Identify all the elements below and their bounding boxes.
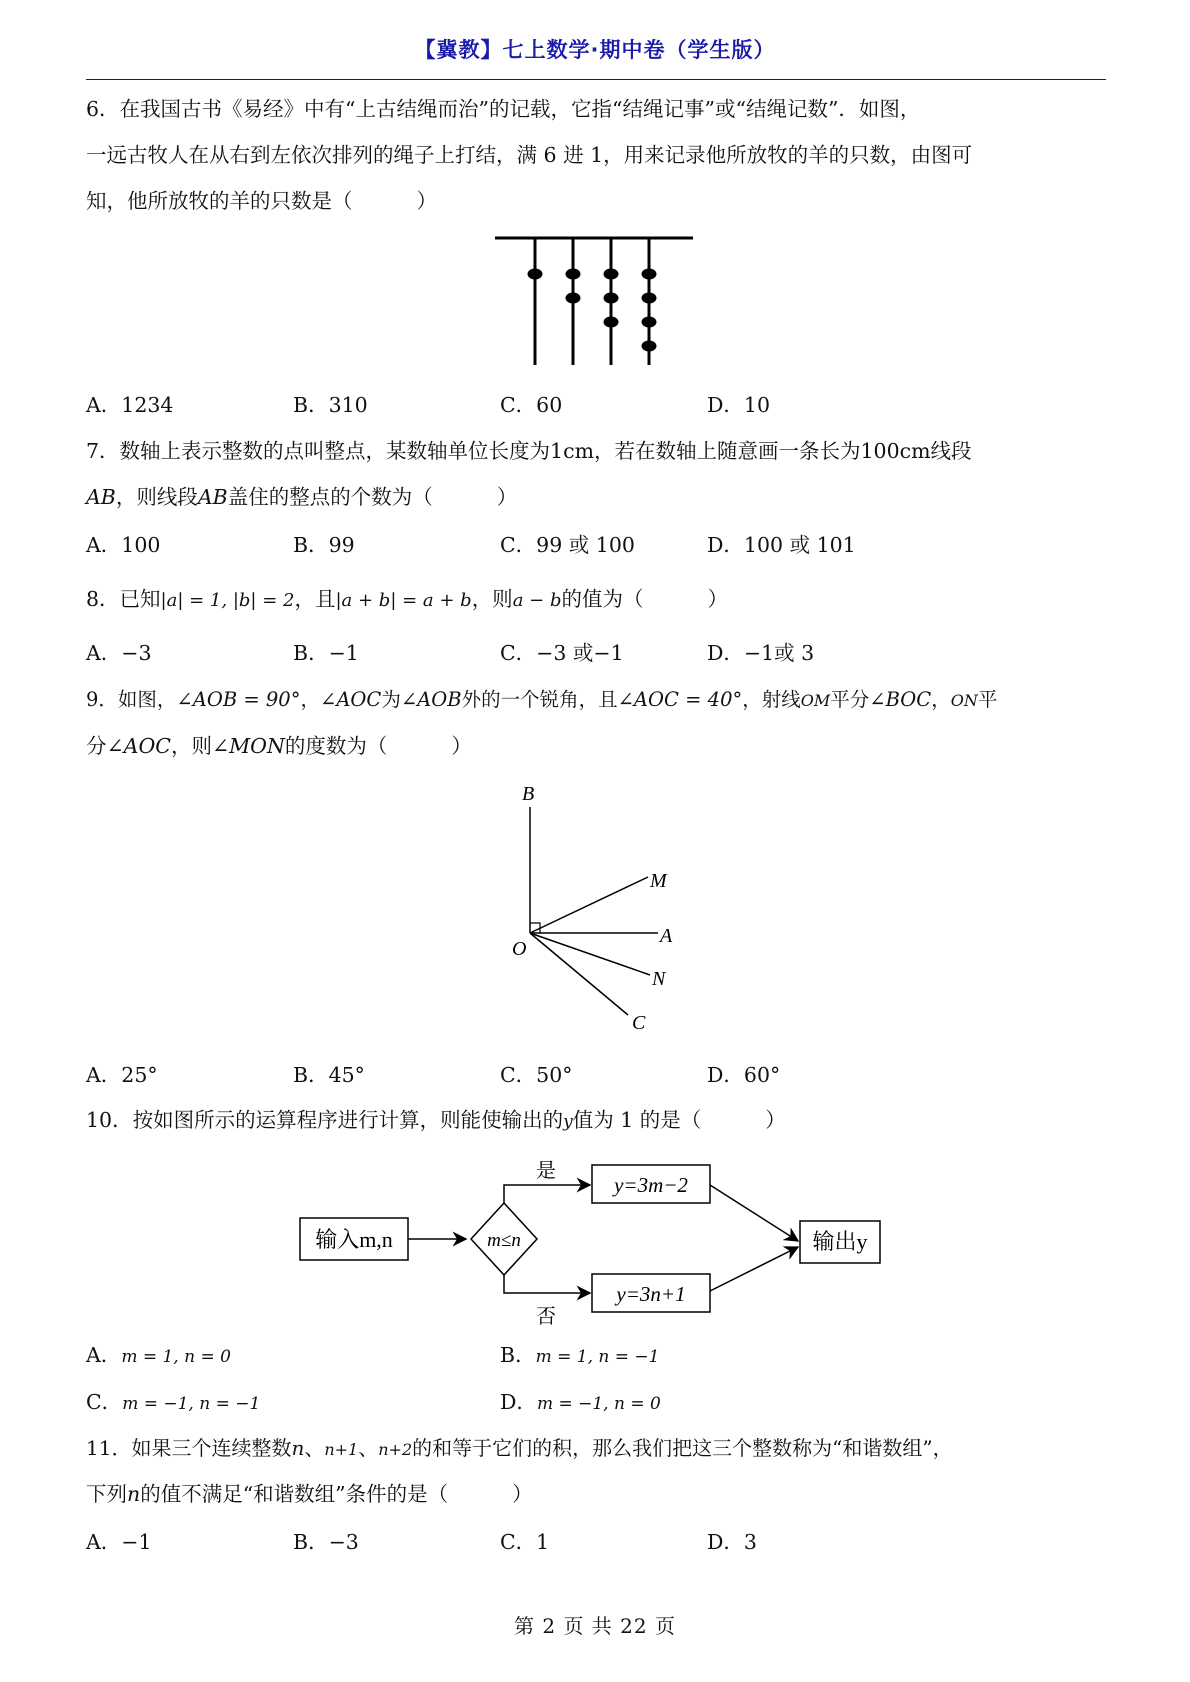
page-header-title: 【冀教】七上数学·期中卷（学生版）	[414, 38, 776, 62]
q6-option-a[interactable]: A．1234	[86, 393, 174, 417]
q9-text: ，	[931, 688, 951, 711]
ray-on	[530, 933, 650, 975]
label-c: C	[632, 1012, 646, 1034]
ray-om: OM	[800, 691, 831, 710]
q9-text: 外的一个锐角，且	[461, 688, 618, 711]
q9-text: 为	[381, 688, 401, 711]
q9-option-b[interactable]: B．45°	[293, 1063, 365, 1087]
q9-text: 平	[977, 688, 998, 711]
arrow-no-to-output	[710, 1247, 798, 1291]
q10-text: 10．按如图所示的运算程序进行计算，则能使输出的	[86, 1108, 564, 1132]
q11-line-2	[86, 1482, 533, 1506]
q8-option-d[interactable]: D．−1或 3	[707, 641, 815, 665]
yes-label: 是	[536, 1160, 556, 1182]
angle-aob: ∠AOB	[400, 688, 462, 711]
q11-option-d[interactable]: D．3	[707, 1530, 757, 1554]
q7-text: ，则线段	[115, 485, 198, 509]
no-label: 否	[536, 1306, 556, 1328]
q11-text: 11．如果三个连续整数	[86, 1436, 292, 1460]
input-label: 输入m,n	[315, 1227, 393, 1252]
option-letter: A．	[86, 1343, 122, 1367]
q10-option-d[interactable]	[500, 1390, 661, 1416]
knot	[642, 317, 657, 328]
q10-option-c[interactable]	[86, 1390, 260, 1416]
q6-line-3	[86, 189, 437, 213]
angle-boc: ∠BOC	[869, 688, 932, 711]
q9-text: ，射线	[742, 688, 801, 711]
angle-aoc-value: ∠AOC = 40°	[617, 688, 743, 711]
q8-text: ，则	[471, 587, 513, 611]
knot	[566, 293, 581, 304]
q10-text: 值为 1 的是（	[572, 1108, 702, 1132]
q9-line-2	[86, 734, 472, 758]
no-path	[504, 1275, 590, 1293]
q6-knot-rope-figure	[490, 230, 700, 370]
close-paren: ）	[707, 587, 728, 611]
q6-stem-end: 知，他所放牧的羊的只数是（	[86, 189, 353, 213]
knot	[642, 341, 657, 352]
knot	[642, 293, 657, 304]
q8-option-a[interactable]: A．−3	[86, 641, 152, 665]
decision-label: m≤n	[487, 1230, 521, 1251]
q6-line-1: 6．在我国古书《易经》中有“上古结绳而治”的记载，它指“结绳记事”或“结绳记数”．如图，	[86, 97, 921, 121]
q7-line-2	[86, 485, 517, 509]
expr-n-plus-1: n+1	[324, 1440, 359, 1459]
close-paren: ）	[451, 734, 472, 758]
q9-angle-figure	[500, 775, 710, 1035]
yes-formula: y=3m−2	[614, 1173, 688, 1197]
q9-text: 分	[86, 734, 107, 758]
angle-aoc: ∠AOC	[106, 734, 171, 758]
q11-option-c[interactable]: C．1	[500, 1530, 550, 1554]
q10-stem	[86, 1108, 786, 1134]
segment-ab: AB	[197, 485, 228, 509]
q11-option-b[interactable]: B．−3	[293, 1530, 359, 1554]
option-expr: m = 1, n = −1	[535, 1347, 660, 1367]
q11-line-1	[86, 1436, 953, 1462]
expr-n-plus-2: n+2	[378, 1440, 413, 1459]
q7-option-d[interactable]: D．100 或 101	[707, 533, 856, 557]
q11-text: 、	[304, 1436, 325, 1460]
option-letter: C．	[86, 1390, 123, 1414]
ray-om	[530, 877, 648, 933]
label-a: A	[660, 925, 673, 947]
q8-expr-sum: |a + b| = a + b	[335, 590, 472, 611]
var-n: n	[127, 1482, 141, 1506]
q8-option-c[interactable]: C．−3 或−1	[500, 641, 624, 665]
q9-option-d[interactable]: D．60°	[707, 1063, 781, 1087]
segment-ab: AB	[86, 485, 116, 509]
arrow-yes-to-output	[710, 1185, 798, 1241]
knot	[604, 269, 619, 280]
close-paren: ）	[765, 1108, 786, 1132]
q10-option-a[interactable]	[86, 1343, 231, 1369]
option-expr: m = −1, n = 0	[536, 1394, 661, 1414]
q8-text: 的值为（	[561, 587, 644, 611]
q9-text: 的度数为（	[284, 734, 388, 758]
ray-oc	[530, 933, 628, 1015]
q9-text: ，	[300, 688, 320, 711]
q9-text: 平分	[830, 688, 870, 711]
knot	[604, 293, 619, 304]
q6-option-d[interactable]: D．10	[707, 393, 771, 417]
q7-option-b[interactable]: B．99	[293, 533, 355, 557]
no-formula: y=3n+1	[616, 1282, 686, 1306]
knot	[528, 269, 543, 280]
option-expr: m = 1, n = 0	[121, 1347, 231, 1367]
var-n: n	[291, 1436, 305, 1460]
angle-aoc: ∠AOC	[319, 688, 382, 711]
q8-text: ，且	[294, 587, 336, 611]
knot	[566, 269, 581, 280]
header-divider	[86, 79, 1106, 80]
label-n: N	[652, 968, 666, 990]
q11-text: 的值不满足“和谐数组”条件的是（	[140, 1482, 449, 1506]
q11-option-a[interactable]: A．−1	[86, 1530, 152, 1554]
q7-line-1: 7．数轴上表示整数的点叫整点，某数轴单位长度为1cm，若在数轴上随意画一条长为100cm线段	[86, 439, 972, 463]
q7-option-a[interactable]: A．100	[86, 533, 161, 557]
q10-flowchart	[290, 1155, 900, 1330]
output-label: 输出y	[812, 1229, 868, 1254]
q9-text: 9．如图，	[86, 688, 177, 711]
knot	[642, 269, 657, 280]
option-expr: m = −1, n = −1	[122, 1394, 261, 1414]
ray-on: ON	[950, 691, 978, 710]
q11-text: 、	[358, 1436, 379, 1460]
q8-expr-diff: a − b	[512, 590, 562, 611]
q9-text: ，则	[170, 734, 212, 758]
q9-line-1	[86, 688, 997, 713]
angle-mon: ∠MON	[211, 734, 285, 758]
q11-text: 的和等于它们的积，那么我们把这三个整数称为“和谐数组”，	[412, 1436, 953, 1460]
q7-text: 盖住的整点的个数为（	[227, 485, 433, 509]
option-letter: D．	[500, 1390, 537, 1414]
q10-option-b[interactable]	[500, 1343, 659, 1369]
close-paren: ）	[416, 189, 437, 213]
q7-option-c[interactable]: C．99 或 100	[500, 533, 635, 557]
q6-line-2: 一远古牧人在从右到左依次排列的绳子上打结，满 6 进 1，用来记录他所放牧的羊的只数，由图可	[86, 143, 973, 167]
close-paren: ）	[512, 1482, 533, 1506]
q6-option-b[interactable]: B．310	[293, 393, 368, 417]
q8-expr-abs: |a| = 1, |b| = 2	[160, 590, 295, 611]
q6-option-c[interactable]: C．60	[500, 393, 563, 417]
q8-text: 8．已知	[86, 587, 161, 611]
yes-path	[504, 1185, 590, 1203]
angle-aob: ∠AOB = 90°	[176, 688, 301, 711]
q9-option-c[interactable]: C．50°	[500, 1063, 573, 1087]
option-letter: B．	[500, 1343, 536, 1367]
page-footer: 第 2 页 共 22 页	[514, 1614, 676, 1638]
label-o: O	[512, 938, 527, 960]
label-b: B	[522, 783, 535, 805]
close-paren: ）	[496, 485, 518, 509]
q9-option-a[interactable]: A．25°	[86, 1063, 158, 1087]
var-y: y	[563, 1112, 573, 1132]
knot	[604, 317, 619, 328]
q8-option-b[interactable]: B．−1	[293, 641, 359, 665]
q8-stem	[86, 587, 728, 613]
q11-text: 下列	[86, 1482, 127, 1506]
label-m: M	[650, 870, 667, 892]
